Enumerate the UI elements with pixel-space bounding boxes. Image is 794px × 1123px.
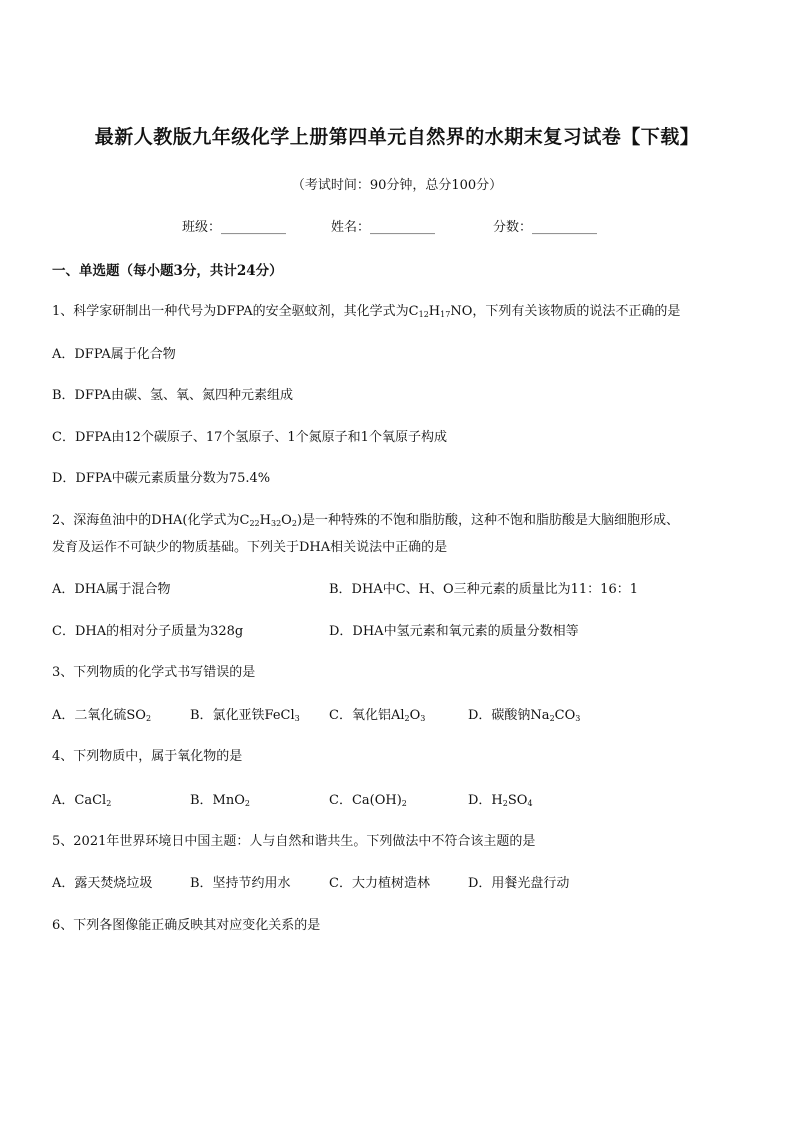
question-4-stem: 4、下列物质中，属于氧化物的是 [52, 749, 243, 764]
option-text: B．MnO [190, 793, 245, 808]
option-text: A．二氧化硫SO [52, 708, 146, 723]
q2-stem-part: H [259, 513, 271, 528]
q5-option-d[interactable]: D．用餐光盘行动 [468, 876, 570, 891]
option-text: O [409, 708, 421, 723]
subscript: 2 [502, 799, 508, 808]
class-field[interactable]: 班级：__________ [182, 220, 287, 235]
subscript: 32 [270, 519, 282, 528]
subscript: 2 [244, 799, 250, 808]
option-text: B．氯化亚铁FeCl [190, 708, 295, 723]
q2-option-b[interactable]: B．DHA中C、H、O三种元素的质量比为11：16：1 [329, 582, 638, 597]
q1-option-a[interactable]: A．DFPA属于化合物 [52, 347, 176, 362]
question-2-stem [52, 509, 679, 528]
subscript: 3 [294, 714, 300, 723]
subscript: 17 [440, 310, 451, 319]
option-text: D．H [468, 793, 503, 808]
subscript: 3 [575, 714, 581, 723]
q1-stem-part: 1、科学家研制出一种代号为DFPA的安全驱蚊剂，其化学式为C [52, 304, 419, 319]
q4-option-c[interactable] [329, 789, 407, 808]
question-6-stem: 6、下列各图像能正确反映其对应变化关系的是 [52, 918, 321, 933]
q4-option-d[interactable] [468, 789, 533, 808]
q2-option-a[interactable]: A．DHA属于混合物 [52, 582, 171, 597]
q1-option-c[interactable]: C．DFPA由12个碳原子、17个氢原子、1个氮原子和1个氧原子构成 [52, 430, 447, 445]
q5-option-a[interactable]: A．露天焚烧垃圾 [52, 876, 153, 891]
question-3-stem: 3、下列物质的化学式书写错误的是 [52, 665, 256, 680]
subscript: 2 [106, 799, 112, 808]
q1-stem-part: NO，下列有关该物质的说法不正确的是 [450, 304, 681, 319]
option-text: CO [554, 708, 576, 723]
exam-time-note: （考试时间：90分钟，总分100分） [291, 178, 503, 193]
score-field[interactable]: 分数：__________ [493, 220, 598, 235]
q4-option-b[interactable] [190, 789, 250, 808]
subscript: 2 [145, 714, 152, 723]
section-heading: 一、单选题（每小题3分，共计24分） [52, 263, 283, 279]
q3-option-c[interactable] [329, 704, 425, 723]
subscript: 2 [401, 799, 407, 808]
subscript: 3 [420, 714, 426, 723]
q4-option-a[interactable] [52, 789, 111, 808]
exam-title: 最新人教版九年级化学上册第四单元自然界的水期末复习试卷【下载】 [94, 126, 700, 148]
option-text: SO [507, 793, 528, 808]
name-field[interactable]: 姓名：__________ [331, 220, 436, 235]
q1-stem-part: H [428, 304, 441, 319]
q3-option-b[interactable] [190, 704, 300, 723]
subscript: 12 [418, 310, 429, 319]
option-text: A．CaCl [52, 793, 107, 808]
subscript: 2 [291, 519, 297, 528]
question-2-stem-continued: 发育及运作不可缺少的物质基础。下列关于DHA相关说法中正确的是 [52, 540, 448, 555]
q2-option-c[interactable]: C．DHA的相对分子质量为328g [52, 624, 244, 639]
q2-option-d[interactable]: D．DHA中氢元素和氧元素的质量分数相等 [329, 624, 579, 639]
option-text: D．碳酸钠Na [468, 708, 550, 723]
subscript: 4 [527, 799, 533, 808]
q5-option-c[interactable]: C．大力植树造林 [329, 876, 430, 891]
subscript: 2 [404, 714, 410, 723]
q1-option-d[interactable]: D．DFPA中碳元素质量分数为75.4% [52, 471, 271, 486]
question-5-stem: 5、2021年世界环境日中国主题：人与自然和谐共生。下列做法中不符合该主题的是 [52, 834, 536, 849]
q1-option-b[interactable]: B．DFPA由碳、氢、氧、氮四种元素组成 [52, 388, 293, 403]
option-text: C．Ca(OH) [329, 793, 402, 808]
q2-stem-part: )是一种特殊的不饱和脂肪酸，这种不饱和脂肪酸是大脑细胞形成、 [296, 513, 680, 528]
question-1-stem [52, 300, 680, 319]
q3-option-a[interactable] [52, 704, 151, 723]
option-text: C．氧化铝Al [329, 708, 405, 723]
subscript: 2 [549, 714, 555, 723]
q3-option-d[interactable] [468, 704, 580, 723]
q2-stem-part: 2、深海鱼油中的DHA(化学式为C [52, 513, 250, 528]
q5-option-b[interactable]: B．坚持节约用水 [190, 876, 291, 891]
subscript: 22 [249, 519, 260, 528]
q2-stem-part: O [281, 513, 292, 528]
